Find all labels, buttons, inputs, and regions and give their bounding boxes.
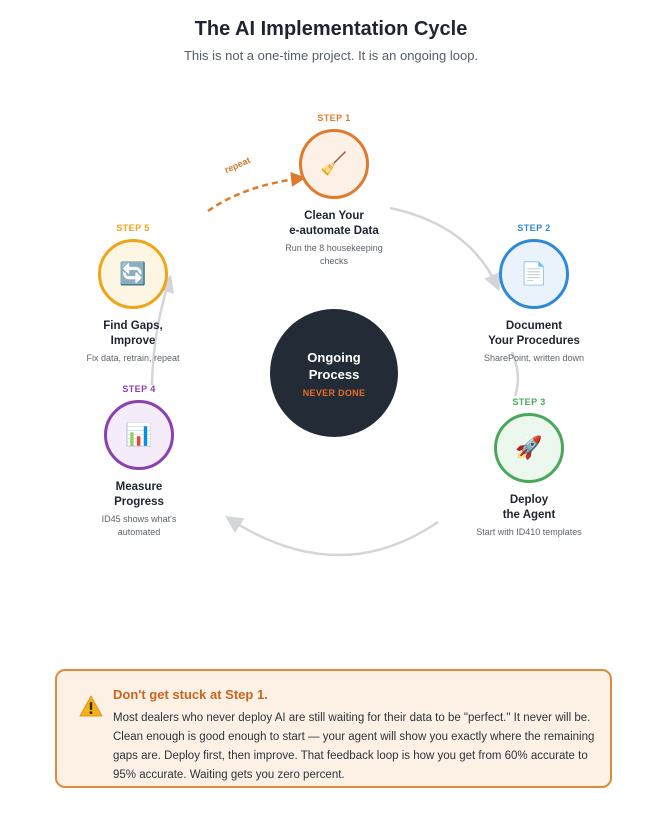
step-label: STEP 1	[317, 113, 351, 123]
step-circle	[494, 413, 564, 483]
center-hub	[270, 309, 398, 437]
step-label: STEP 4	[122, 384, 156, 394]
rocket-icon: 🚀	[515, 435, 543, 460]
step-description: SharePoint, written down	[483, 353, 585, 363]
step-circle	[98, 239, 168, 309]
step-title: Find Gaps, Improve	[103, 320, 163, 347]
arrow-step3-to-step4	[228, 518, 438, 555]
page-subtitle: This is not a one-time project. It is an ongoing loop.	[183, 48, 479, 63]
repeat-icon: 🔄	[119, 261, 147, 286]
step-title: Deploy the Agent	[502, 494, 556, 521]
callout-title: Don't get stuck at Step 1.	[113, 687, 268, 702]
center-subtitle: NEVER DONE	[302, 387, 366, 398]
step-circle	[299, 129, 369, 199]
bar-chart-icon: 📊	[125, 422, 153, 447]
warning-icon	[79, 695, 103, 717]
repeat-label: repeat	[223, 155, 252, 176]
step-description: Run the 8 housekeeping checks	[285, 243, 383, 266]
broom-icon: 🧹	[320, 151, 348, 176]
step-2	[459, 223, 609, 365]
document-icon: 📄	[520, 261, 548, 286]
step-title: Measure Progress	[114, 481, 164, 508]
step-1	[259, 113, 409, 268]
center-title: Ongoing Process	[307, 349, 361, 382]
warning-callout	[55, 669, 612, 788]
step-5	[58, 223, 208, 365]
step-title: Document Your Procedures	[488, 320, 580, 347]
step-label: STEP 2	[517, 223, 551, 233]
step-description: Fix data, retrain, repeat	[86, 353, 180, 363]
step-label: STEP 5	[116, 223, 150, 233]
step-4	[64, 384, 214, 539]
step-3	[454, 397, 604, 539]
callout-body: Most dealers who never deploy AI are still waiting for their data to be "perfect." It never will be. Clean enough is good enough to start — your agent will show you exactly where the remaining gaps are. Deploy first, then improve. That feedback loop is how you get from 60% accurate to 95% accurate. Waiting gets you zero percent.	[113, 712, 595, 781]
step-circle	[499, 239, 569, 309]
step-title: Clean Your e-automate Data	[289, 210, 379, 237]
step-label: STEP 3	[512, 397, 546, 407]
step-description: Start with ID410 templates	[476, 527, 582, 537]
step-circle	[104, 400, 174, 470]
step-description: ID45 shows what's automated	[101, 514, 177, 537]
page-title: The AI Implementation Cycle	[194, 18, 468, 40]
